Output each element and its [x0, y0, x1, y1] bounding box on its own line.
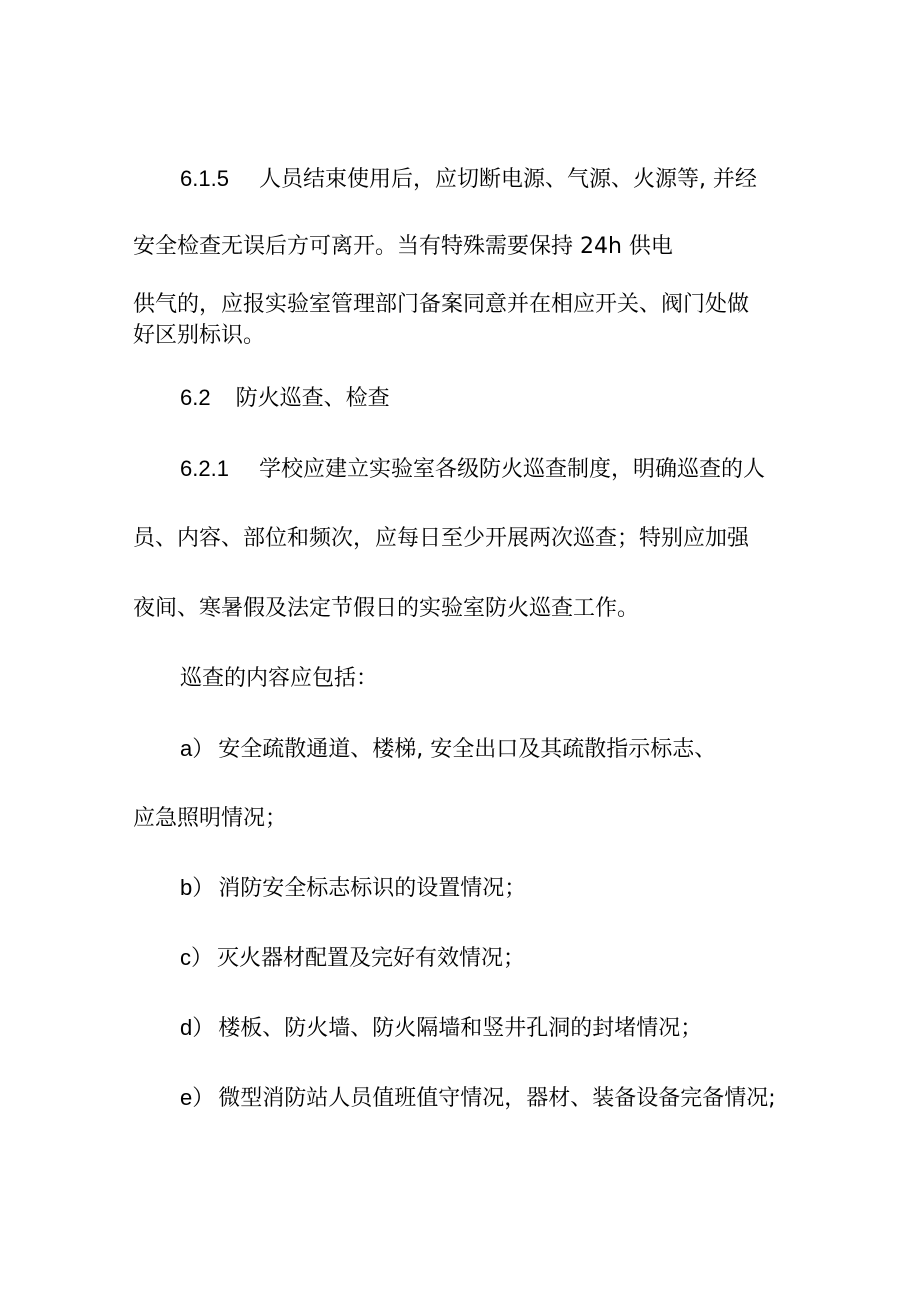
paragraph-text: 员、内容、部位和频次，应每日至少开展两次巡查；特别应加强 [133, 526, 750, 551]
list-marker: e） [180, 1085, 215, 1110]
section-6-1-5-line-4 [133, 322, 265, 350]
list-marker: b） [180, 875, 215, 900]
paragraph-text: 巡查的内容应包括： [180, 666, 379, 691]
list-marker: c） [180, 945, 214, 970]
section-6-2-1-line-1 [180, 455, 765, 484]
paragraph-text: 供气的，应报实验室管理部门备案同意并在相应开关、阀门处做 [133, 292, 750, 317]
list-item-c [180, 944, 525, 973]
paragraph-text: 安全检查无误后方可离开。当有特殊需要保持 24h 供电 [133, 234, 673, 259]
section-6-1-5-line-3 [133, 291, 749, 319]
list-item-e [180, 1084, 776, 1113]
list-item-a-continued [133, 805, 287, 833]
list-item-b [180, 874, 526, 903]
list-item-text: 微型消防站人员值班值守情况，器材、装备设备完备情况; [218, 1086, 776, 1111]
list-marker: d） [180, 1015, 215, 1040]
section-6-2-1-line-3 [133, 595, 639, 623]
list-item-text: 消防安全标志标识的设置情况； [218, 876, 527, 901]
section-number: 6.2.1 [180, 456, 229, 481]
section-6-2-1-line-2 [133, 525, 749, 553]
section-title: 防火巡查、检查 [235, 386, 390, 411]
section-6-1-5-line-2 [133, 233, 673, 261]
list-item-text: 应急照明情况； [133, 806, 288, 831]
section-6-2-heading [180, 384, 390, 413]
list-item-d [180, 1014, 702, 1043]
inspection-intro [180, 665, 378, 693]
paragraph-text: 夜间、寒暑假及法定节假日的实验室防火巡查工作。 [133, 596, 640, 621]
paragraph-text: 好区别标识。 [133, 323, 266, 348]
list-item-text: 楼板、防火墙、防火隔墙和竖井孔洞的封堵情况； [218, 1016, 703, 1041]
paragraph-text: 学校应建立实验室各级防火巡查制度，明确巡查的人 [258, 457, 765, 482]
list-marker: a） [180, 736, 215, 761]
section-6-1-5-line-1 [180, 165, 757, 194]
list-item-a [180, 735, 716, 764]
list-item-text: 安全疏散通道、楼梯, 安全出口及其疏散指示标志、 [218, 737, 717, 762]
list-item-text: 灭火器材配置及完好有效情况； [217, 946, 526, 971]
section-number: 6.1.5 [180, 166, 229, 191]
section-number: 6.2 [180, 385, 211, 410]
paragraph-text: 人员结束使用后，应切断电源、气源、火源等, 并经 [258, 167, 757, 192]
